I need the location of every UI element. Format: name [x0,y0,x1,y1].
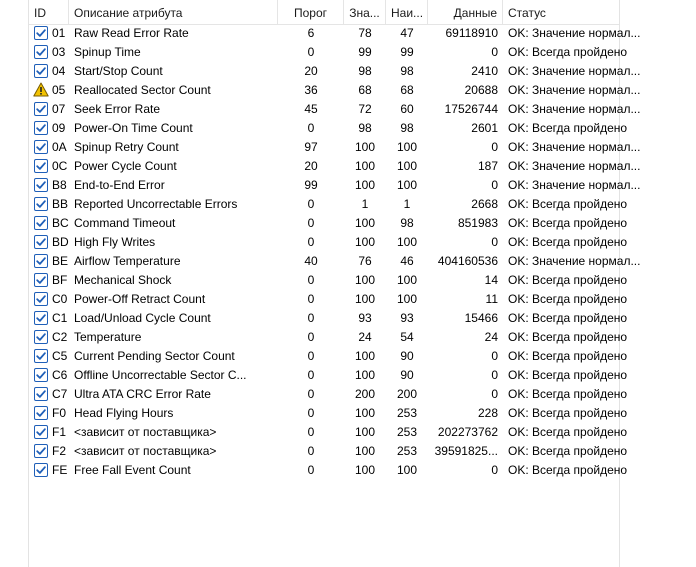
attribute-threshold: 0 [307,197,315,211]
attribute-id-cell [29,119,69,138]
attribute-id: 09 [52,121,66,135]
attribute-id: F0 [52,406,67,420]
attribute-status: OK: Всегда пройдено [508,463,628,477]
attribute-status: OK: Всегда пройдено [508,121,628,135]
attribute-id: F1 [52,425,67,439]
attribute-id-cell [29,309,69,328]
attribute-threshold: 40 [304,254,318,268]
table-row[interactable] [29,252,641,271]
attribute-id-cell [29,404,69,423]
table-row[interactable] [29,309,628,328]
attribute-raw-data: 17526744 [444,102,498,116]
attribute-list [29,24,641,480]
attribute-status: OK: Всегда пройдено [508,197,628,211]
attribute-status: OK: Всегда пройдено [508,292,628,306]
attribute-worst: 90 [400,349,414,363]
attribute-worst: 100 [396,463,418,477]
table-row[interactable] [29,290,628,309]
attribute-worst: 90 [400,368,414,382]
attribute-description: <зависит от поставщика> [74,444,217,458]
attribute-value: 98 [358,64,372,78]
col-header-id[interactable]: ID [29,0,69,24]
attribute-id: 0A [52,140,67,154]
attribute-value: 1 [361,197,369,211]
attribute-id-cell [29,347,69,366]
attribute-worst: 98 [400,216,414,230]
attribute-worst: 253 [396,425,418,439]
attribute-value: 100 [354,273,376,287]
attribute-worst: 200 [396,387,418,401]
col-header-worst[interactable]: Наи... [386,0,428,24]
attribute-id: 05 [52,83,66,97]
attribute-id-cell [29,423,69,442]
col-header-data[interactable]: Данные [428,0,503,24]
warning-icon [34,83,48,97]
attribute-raw-data: 15466 [464,311,498,325]
attribute-worst: 68 [400,83,414,97]
table-row[interactable] [29,43,628,62]
attribute-value: 78 [358,26,372,40]
attribute-status: OK: Значение нормал... [508,26,641,40]
check-icon [34,121,48,135]
check-icon [34,159,48,173]
attribute-threshold: 0 [307,235,315,249]
table-row[interactable] [29,81,641,100]
attribute-status: OK: Всегда пройдено [508,368,628,382]
attribute-id-cell [29,138,69,157]
attribute-id: C1 [52,311,68,325]
attribute-value: 99 [358,45,372,59]
attribute-status: OK: Значение нормал... [508,83,641,97]
attribute-status: OK: Значение нормал... [508,159,641,173]
attribute-description: Seek Error Rate [74,102,161,116]
attribute-id-cell [29,62,69,81]
attribute-raw-data: 0 [491,349,498,363]
attribute-value: 100 [354,444,376,458]
attribute-threshold: 0 [307,311,315,325]
attribute-value: 100 [354,368,376,382]
attribute-raw-data: 2410 [471,64,498,78]
attribute-id-cell [29,328,69,347]
attribute-description: Current Pending Sector Count [74,349,235,363]
attribute-status: OK: Всегда пройдено [508,349,628,363]
table-row[interactable] [29,195,628,214]
attribute-id-cell [29,100,69,119]
attribute-worst: 100 [396,292,418,306]
attribute-worst: 99 [400,45,414,59]
attribute-raw-data: 187 [477,159,498,173]
attribute-id: C7 [52,387,68,401]
attribute-value: 24 [358,330,372,344]
attribute-threshold: 20 [304,159,318,173]
check-icon [34,406,48,420]
attribute-threshold: 0 [307,349,315,363]
attribute-id-cell [29,176,69,195]
table-row[interactable] [29,404,628,423]
check-icon [34,235,48,249]
check-icon [34,368,48,382]
attribute-id: BC [52,216,69,230]
attribute-id: 07 [52,102,66,116]
attribute-description: Power Cycle Count [74,159,177,173]
attribute-worst: 100 [396,235,418,249]
attribute-id: C0 [52,292,68,306]
attribute-id: F2 [52,444,67,458]
attribute-id: C2 [52,330,68,344]
table-row[interactable] [29,100,641,119]
attribute-description: Reported Uncorrectable Errors [74,197,238,211]
check-icon [34,292,48,306]
attribute-value: 93 [358,311,372,325]
attribute-value: 100 [354,216,376,230]
attribute-value: 68 [358,83,372,97]
table-row[interactable] [29,214,628,233]
attribute-id: C5 [52,349,68,363]
attribute-raw-data: 0 [491,368,498,382]
table-row[interactable] [29,119,628,138]
table-row[interactable] [29,442,628,461]
attribute-description: Power-On Time Count [74,121,193,135]
attribute-description: Offline Uncorrectable Sector C... [74,368,247,382]
attribute-threshold: 0 [307,273,315,287]
attribute-threshold: 0 [307,387,315,401]
check-icon [34,178,48,192]
attribute-worst: 100 [396,178,418,192]
attribute-threshold: 0 [307,368,315,382]
attribute-raw-data: 39591825... [434,444,498,458]
attribute-raw-data: 0 [491,45,498,59]
attribute-description: Spinup Time [74,45,141,59]
attribute-id-cell [29,214,69,233]
attribute-description: Head Flying Hours [74,406,174,420]
table-row[interactable] [29,176,641,195]
attribute-threshold: 36 [304,83,318,97]
attribute-id-cell [29,290,69,309]
check-icon [34,64,48,78]
table-row[interactable] [29,233,628,252]
attribute-threshold: 0 [307,406,315,420]
attribute-status: OK: Значение нормал... [508,254,641,268]
attribute-value: 98 [358,121,372,135]
attribute-description: High Fly Writes [74,235,156,249]
attribute-status: OK: Всегда пройдено [508,330,628,344]
attribute-value: 72 [358,102,372,116]
attribute-worst: 46 [400,254,414,268]
check-icon [34,254,48,268]
attribute-threshold: 0 [307,45,315,59]
attribute-raw-data: 228 [477,406,498,420]
table-row[interactable] [29,423,628,442]
attribute-worst: 98 [400,64,414,78]
attribute-value: 100 [354,349,376,363]
check-icon [34,311,48,325]
attribute-description: Start/Stop Count [74,64,163,78]
attribute-id-cell [29,195,69,214]
attribute-id-cell [29,157,69,176]
attribute-value: 100 [354,140,376,154]
attribute-threshold: 45 [304,102,318,116]
attribute-description: <зависит от поставщика> [74,425,217,439]
table-row[interactable] [29,271,628,290]
attribute-id: BE [52,254,69,268]
attribute-id: 01 [52,26,66,40]
attribute-status: OK: Всегда пройдено [508,216,628,230]
attribute-value: 100 [354,406,376,420]
attribute-id: FE [52,463,68,477]
attribute-id-cell [29,366,69,385]
attribute-id: 03 [52,45,66,59]
table-row[interactable] [29,62,641,81]
attribute-worst: 54 [400,330,414,344]
attribute-id: C6 [52,368,68,382]
table-row[interactable] [29,461,628,480]
check-icon [34,45,48,59]
attribute-description: End-to-End Error [74,178,165,192]
attribute-threshold: 0 [307,216,315,230]
attribute-worst: 98 [400,121,414,135]
attribute-status: OK: Значение нормал... [508,102,641,116]
attribute-threshold: 20 [304,64,318,78]
attribute-worst: 93 [400,311,414,325]
attribute-raw-data: 0 [491,387,498,401]
col-header-threshold[interactable]: Порог [278,0,344,24]
attribute-id: BD [52,235,69,249]
check-icon [34,273,48,287]
check-icon [34,387,48,401]
attribute-id-cell [29,461,69,480]
attribute-raw-data: 11 [485,292,498,306]
table-row[interactable] [29,366,628,385]
attribute-description: Power-Off Retract Count [74,292,206,306]
attribute-id-cell [29,24,69,43]
check-icon [34,330,48,344]
attribute-raw-data: 202273762 [437,425,498,439]
table-row[interactable] [29,157,641,176]
attribute-id: BB [52,197,69,211]
check-icon [34,349,48,363]
attribute-id-cell [29,43,69,62]
attribute-raw-data: 0 [491,235,498,249]
table-header [29,0,619,25]
attribute-value: 100 [354,178,376,192]
attribute-status: OK: Всегда пройдено [508,387,628,401]
attribute-description: Airflow Temperature [74,254,181,268]
table-row[interactable] [29,385,628,404]
attribute-id-cell [29,385,69,404]
check-icon [34,102,48,116]
col-header-description[interactable]: Описание атрибута [69,0,278,24]
attribute-raw-data: 404160536 [437,254,498,268]
attribute-description: Reallocated Sector Count [74,83,211,97]
attribute-raw-data: 20688 [464,83,498,97]
attribute-status: OK: Всегда пройдено [508,425,628,439]
attribute-raw-data: 14 [484,273,498,287]
check-icon [34,425,48,439]
attribute-id: B8 [52,178,67,192]
attribute-worst: 100 [396,159,418,173]
attribute-value: 100 [354,292,376,306]
attribute-id-cell [29,442,69,461]
table-row[interactable] [29,328,628,347]
attribute-status: OK: Всегда пройдено [508,273,628,287]
attribute-worst: 253 [396,406,418,420]
attribute-value: 200 [354,387,376,401]
attribute-value: 76 [358,254,372,268]
attribute-threshold: 0 [307,425,315,439]
smart-attributes-panel [28,0,641,567]
attribute-status: OK: Значение нормал... [508,140,641,154]
attribute-raw-data: 0 [491,140,498,154]
attribute-id-cell [29,252,69,271]
attribute-status: OK: Всегда пройдено [508,444,628,458]
attribute-value: 100 [354,425,376,439]
table-row[interactable] [29,347,628,366]
attribute-threshold: 97 [304,140,318,154]
attribute-status: OK: Значение нормал... [508,178,641,192]
attribute-threshold: 0 [307,292,315,306]
attribute-description: Temperature [74,330,142,344]
attribute-raw-data: 24 [484,330,498,344]
attribute-status: OK: Всегда пройдено [508,406,628,420]
attribute-description: Raw Read Error Rate [74,26,189,40]
attribute-value: 100 [354,235,376,249]
attribute-raw-data: 0 [491,463,498,477]
attribute-id-cell [29,233,69,252]
attribute-description: Command Timeout [74,216,176,230]
attribute-worst: 100 [396,140,418,154]
attribute-status: OK: Всегда пройдено [508,45,628,59]
attribute-description: Free Fall Event Count [74,463,191,477]
check-icon [34,26,48,40]
attribute-status: OK: Значение нормал... [508,64,641,78]
attribute-worst: 60 [400,102,414,116]
attribute-worst: 1 [403,197,411,211]
attribute-id-cell [29,271,69,290]
attribute-description: Mechanical Shock [74,273,172,287]
attribute-raw-data: 0 [491,178,498,192]
attribute-threshold: 0 [307,330,315,344]
attribute-id: 04 [52,64,66,78]
attribute-description: Spinup Retry Count [74,140,179,154]
check-icon [34,197,48,211]
attribute-raw-data: 69118910 [445,26,498,40]
attribute-description: Load/Unload Cycle Count [74,311,211,325]
attribute-value: 100 [354,159,376,173]
table-row[interactable] [29,24,641,43]
attribute-description: Ultra ATA CRC Error Rate [74,387,211,401]
attribute-raw-data: 2601 [471,121,498,135]
table-row[interactable] [29,138,641,157]
attribute-threshold: 0 [307,463,315,477]
attribute-id: BF [52,273,68,287]
check-icon [34,463,48,477]
check-icon [34,444,48,458]
attribute-id-cell [29,81,69,100]
check-icon [34,216,48,230]
attribute-worst: 47 [400,26,414,40]
attribute-value: 100 [354,463,376,477]
attribute-worst: 253 [396,444,418,458]
attribute-id: 0C [52,159,68,173]
attribute-threshold: 0 [307,121,315,135]
attribute-raw-data: 851983 [457,216,498,230]
col-header-value[interactable]: Зна... [344,0,386,24]
attribute-raw-data: 2668 [471,197,498,211]
attribute-worst: 100 [396,273,418,287]
attribute-status: OK: Всегда пройдено [508,311,628,325]
attribute-threshold: 99 [304,178,318,192]
check-icon [34,140,48,154]
col-header-status[interactable]: Статус [508,6,546,20]
attribute-threshold: 0 [307,444,315,458]
attribute-threshold: 6 [307,26,315,40]
attribute-status: OK: Всегда пройдено [508,235,628,249]
